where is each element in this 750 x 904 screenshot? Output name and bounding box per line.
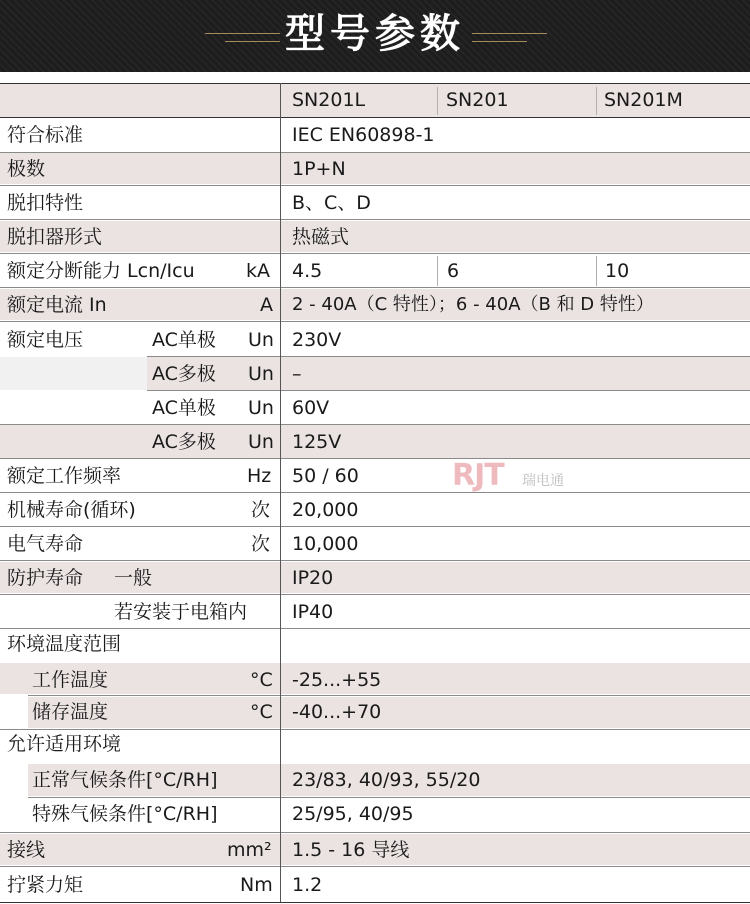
row-value-sn201m: 10 <box>605 260 630 282</box>
row-label: 特殊气候条件[°C/RH] <box>32 803 218 825</box>
row-value: 25/95, 40/95 <box>292 803 414 825</box>
row-unit: Hz <box>247 465 272 487</box>
table-row <box>0 288 750 321</box>
table-row <box>0 798 750 832</box>
row-unit: Nm <box>240 874 273 896</box>
column-divider <box>280 83 281 902</box>
row-value: B、C、D <box>292 192 371 214</box>
column-header-sn201: SN201 <box>446 89 509 111</box>
voltage-type: AC单极 <box>152 397 216 419</box>
row-value-sn201l: 4.5 <box>292 260 323 282</box>
row-label: 机械寿命(循环) <box>7 499 136 521</box>
table-row <box>0 254 750 287</box>
row-unit: 次 <box>251 533 271 555</box>
voltage-type: AC多极 <box>152 431 216 453</box>
voltage-symbol: Un <box>248 431 274 453</box>
column-header-sn201m: SN201M <box>604 89 683 111</box>
voltage-value: 60V <box>292 397 330 419</box>
table-row <box>0 730 750 763</box>
page-title: 型号参数 <box>285 11 465 57</box>
row-value: 2 - 40A（C 特性）；6 - 40A（B 和 D 特性） <box>292 294 654 315</box>
row-label: 若安装于电箱内 <box>114 601 248 623</box>
voltage-value: – <box>292 363 302 385</box>
row-sublabel: 一般 <box>114 567 153 589</box>
table-row <box>0 662 750 695</box>
row-label: 接线 <box>7 839 46 861</box>
table-row <box>0 527 750 560</box>
row-label: 极数 <box>7 158 46 180</box>
row-label: 允许适用环境 <box>7 733 122 755</box>
row-value: 23/83, 40/93, 55/20 <box>292 769 481 791</box>
table-row <box>0 186 750 219</box>
row-unit: A <box>260 294 273 316</box>
row-label: 脱扣特性 <box>7 192 84 214</box>
row-label: 额定工作频率 <box>7 465 122 487</box>
voltage-type: AC单极 <box>152 329 216 351</box>
table-row <box>0 595 750 628</box>
row-label: 储存温度 <box>32 701 109 723</box>
row-value: IP40 <box>292 601 334 623</box>
watermark-logo: RJT <box>452 458 504 493</box>
row-label: 拧紧力矩 <box>7 874 84 896</box>
row-value: -25...+55 <box>292 669 382 691</box>
row-value: 1.2 <box>292 874 323 896</box>
row-unit: °C <box>250 669 273 691</box>
row-value-sn201: 6 <box>447 260 460 282</box>
row-unit: mm² <box>227 839 272 861</box>
table-row <box>0 152 750 185</box>
voltage-symbol: Un <box>248 329 274 351</box>
row-value: -40...+70 <box>292 701 382 723</box>
row-label: 脱扣器形式 <box>7 226 103 248</box>
column-header-sn201l: SN201L <box>292 89 366 111</box>
table-row <box>0 629 750 662</box>
voltage-symbol: Un <box>248 397 274 419</box>
table-row <box>0 696 750 729</box>
row-label: 符合标准 <box>7 124 84 146</box>
row-value: 热磁式 <box>292 226 350 248</box>
row-label: 额定分断能力 Lcn/Icu <box>7 260 195 282</box>
header-banner <box>0 0 750 72</box>
row-value: 50 / 60 <box>292 465 359 487</box>
row-unit: °C <box>250 701 273 723</box>
row-value: IP20 <box>292 567 334 589</box>
table-row <box>0 867 750 902</box>
row-unit: kA <box>246 260 271 282</box>
row-value: 1.5 - 16 导线 <box>292 839 410 861</box>
table-row <box>0 763 750 797</box>
row-label: 防护寿命 <box>7 567 84 589</box>
voltage-block <box>0 322 750 458</box>
row-label: 正常气候条件[°C/RH] <box>32 769 218 791</box>
voltage-type: AC多极 <box>152 363 216 385</box>
table-row <box>0 119 750 151</box>
row-value: IEC EN60898-1 <box>292 124 435 146</box>
table-row <box>0 833 750 866</box>
watermark-text: 瑞电通 <box>522 473 564 489</box>
spec-table <box>0 83 750 904</box>
row-value: 10,000 <box>292 533 359 555</box>
row-label: 额定电压 <box>7 329 84 351</box>
row-value: 1P+N <box>292 158 346 180</box>
row-label: 电气寿命 <box>7 533 84 555</box>
voltage-value: 230V <box>292 329 342 351</box>
row-value: 20,000 <box>292 499 359 521</box>
table-row <box>0 561 750 594</box>
voltage-symbol: Un <box>248 363 274 385</box>
column-header-row <box>0 83 750 117</box>
table-row <box>0 220 750 253</box>
voltage-value: 125V <box>292 431 342 453</box>
table-row <box>0 459 750 492</box>
row-unit: 次 <box>251 499 271 521</box>
table-row <box>0 493 750 526</box>
row-label: 环境温度范围 <box>7 633 122 655</box>
row-label: 工作温度 <box>32 669 109 691</box>
row-label: 额定电流 In <box>7 294 107 316</box>
